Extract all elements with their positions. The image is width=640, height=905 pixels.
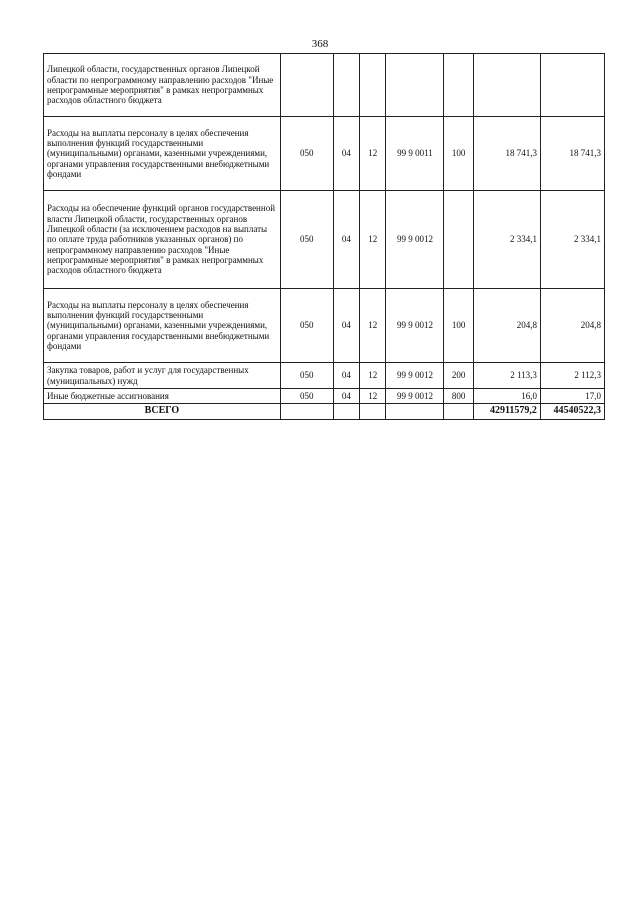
target-article-code: 99 9 0012 — [386, 191, 444, 289]
section-code: 04 — [333, 363, 359, 389]
row-name: Закупка товаров, работ и услуг для государственных (муниципальных) нужд — [44, 363, 281, 389]
total-row — [44, 404, 605, 420]
section-code: 04 — [333, 117, 359, 191]
amount-2: 2 112,3 — [540, 363, 604, 389]
empty-cell — [280, 404, 333, 420]
row-name: Иные бюджетные ассигнования — [44, 389, 281, 404]
table-row — [44, 389, 605, 404]
page-number: 368 — [311, 38, 329, 50]
expense-type-code: 800 — [444, 389, 473, 404]
target-article-code: 99 9 0011 — [386, 117, 444, 191]
ved-code: 050 — [280, 389, 333, 404]
subsection-code: 12 — [360, 289, 386, 363]
amount-2 — [540, 54, 604, 117]
amount-1: 204,8 — [473, 289, 540, 363]
table-row — [44, 363, 605, 389]
empty-cell — [386, 404, 444, 420]
amount-1: 18 741,3 — [473, 117, 540, 191]
table-row — [44, 289, 605, 363]
amount-2: 17,0 — [540, 389, 604, 404]
section-code: 04 — [333, 389, 359, 404]
expense-type-code — [444, 191, 473, 289]
row-name: Расходы на выплаты персоналу в целях обеспечения выполнения функций государственными (муниципальными) органами, казенными учреждениями, органами управления государственными внебюджетными фондами — [44, 117, 281, 191]
total-amount-1: 42911579,2 — [473, 404, 540, 420]
amount-1: 2 334,1 — [473, 191, 540, 289]
subsection-code: 12 — [360, 191, 386, 289]
subsection-code: 12 — [360, 117, 386, 191]
ved-code: 050 — [280, 289, 333, 363]
row-name: Липецкой области, государственных органов Липецкой области по непрограммному направлению расходов "Иные непрограммные мероприятия" в рамках непрограммных расходов областного бюджета — [44, 54, 281, 117]
target-article-code: 99 9 0012 — [386, 289, 444, 363]
empty-cell — [444, 404, 473, 420]
amount-2: 18 741,3 — [540, 117, 604, 191]
ved-code: 050 — [280, 117, 333, 191]
table-row — [44, 54, 605, 117]
expense-type-code: 100 — [444, 289, 473, 363]
empty-cell — [333, 404, 359, 420]
section-code — [333, 54, 359, 117]
subsection-code: 12 — [360, 389, 386, 404]
amount-1: 2 113,3 — [473, 363, 540, 389]
target-article-code: 99 9 0012 — [386, 363, 444, 389]
table-row — [44, 191, 605, 289]
target-article-code — [386, 54, 444, 117]
row-name: Расходы на выплаты персоналу в целях обеспечения выполнения функций государственными (муниципальными) органами, казенными учреждениями, органами управления государственными внебюджетными фондами — [44, 289, 281, 363]
expense-type-code: 100 — [444, 117, 473, 191]
expense-type-code: 200 — [444, 363, 473, 389]
total-amount-2: 44540522,3 — [540, 404, 604, 420]
budget-table — [43, 53, 605, 420]
subsection-code: 12 — [360, 363, 386, 389]
row-name: Расходы на обеспечение функций органов государственной власти Липецкой области, государственных органов Липецкой области (за исключением расходов на выплаты по оплате труда работников указанных органов) по непрограммному направлению расходов "Иные непрограммные мероприятия" в рамках непрограммных расходов областного бюджета — [44, 191, 281, 289]
amount-2: 2 334,1 — [540, 191, 604, 289]
subsection-code — [360, 54, 386, 117]
amount-2: 204,8 — [540, 289, 604, 363]
amount-1: 16,0 — [473, 389, 540, 404]
table-row — [44, 117, 605, 191]
ved-code: 050 — [280, 191, 333, 289]
ved-code: 050 — [280, 363, 333, 389]
target-article-code: 99 9 0012 — [386, 389, 444, 404]
empty-cell — [360, 404, 386, 420]
ved-code — [280, 54, 333, 117]
total-label: ВСЕГО — [44, 404, 281, 420]
section-code: 04 — [333, 289, 359, 363]
expense-type-code — [444, 54, 473, 117]
amount-1 — [473, 54, 540, 117]
section-code: 04 — [333, 191, 359, 289]
